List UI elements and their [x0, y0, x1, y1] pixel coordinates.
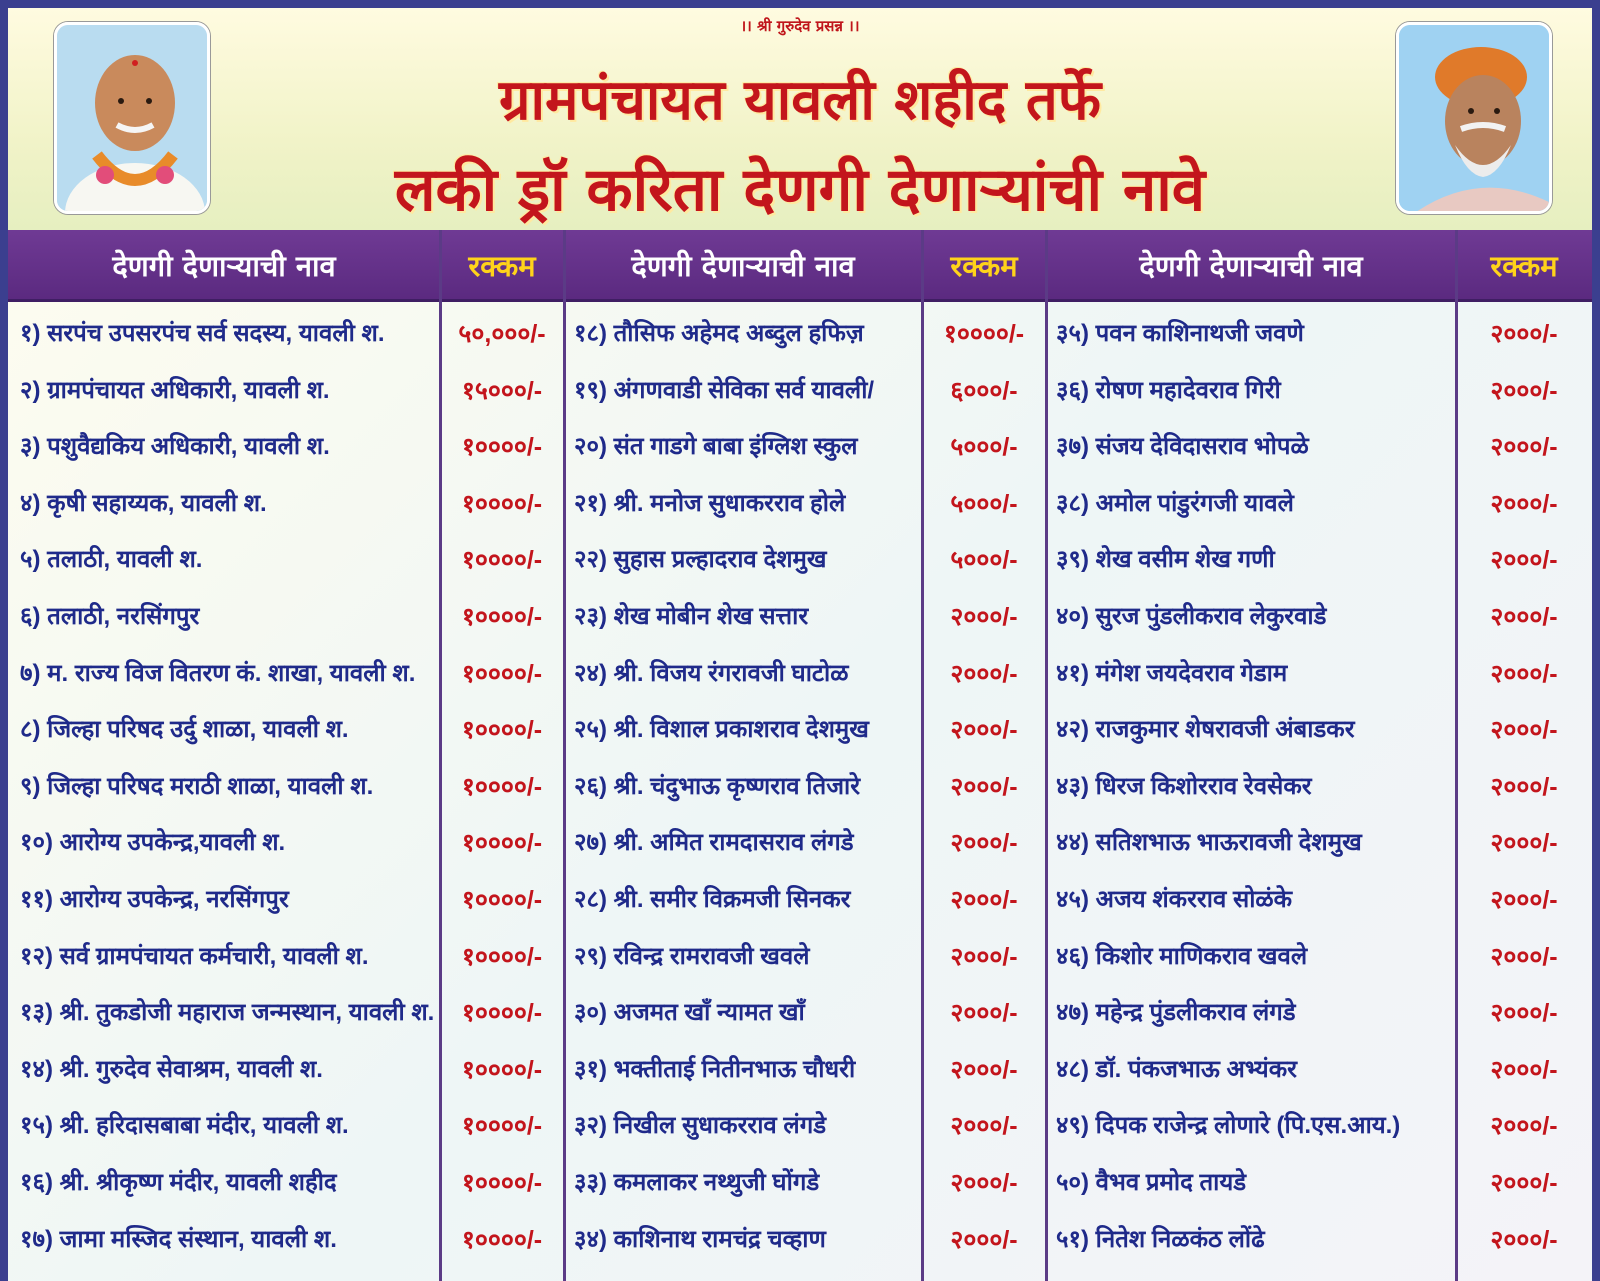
column-header-amount: रक्कम	[950, 249, 1018, 283]
donor-name: १२) सर्व ग्रामपंचायत कर्मचारी, यावली श.	[20, 942, 369, 970]
donation-amount: १००००/-	[461, 489, 543, 518]
donor-name: ४०) सुरज पुंडलीकराव लेकुरवाडे	[1056, 603, 1327, 630]
donation-amount: २०००/-	[950, 1169, 1018, 1197]
donor-name: ७) म. राज्य विज वितरण कं. शाखा, यावली श.	[20, 659, 416, 687]
donor-name: १३) श्री. तुकडोजी महाराज जन्मस्थान, यावली श.	[20, 999, 435, 1027]
donor-name: १०) आरोग्य उपकेन्द्र,यावली श.	[20, 829, 286, 857]
donor-name: १७) जामा मस्जिद संस्थान, यावली श.	[20, 1225, 337, 1253]
donor-name: १) सरपंच उपसरपंच सर्व सदस्य, यावली श.	[20, 320, 385, 347]
donation-amount: २०००/-	[950, 1112, 1018, 1141]
donor-name: २) ग्रामपंचायत अधिकारी, यावली श.	[20, 376, 330, 404]
title-line-1: ग्रामपंचायत यावली शहीद तर्फे	[498, 68, 1102, 133]
donor-name: १५) श्री. हरिदासबाबा मंदीर, यावली श.	[20, 1112, 349, 1140]
donor-name: ५०) वैभव प्रमोद तायडे	[1056, 1169, 1247, 1196]
donation-amount: २०००/-	[950, 1055, 1018, 1084]
donation-amount: ५०,०००/-	[458, 320, 546, 348]
donor-name: १६) श्री. श्रीकृष्ण मंदीर, यावली शहीद	[20, 1169, 337, 1196]
donor-name: ४९) दिपक राजेन्द्र लोणारे (पि.एस.आय.)	[1056, 1112, 1401, 1140]
donor-name: २६) श्री. चंदुभाऊ कृष्णराव तिजारे	[574, 772, 861, 800]
donation-amount: १००००/-	[461, 829, 543, 858]
donation-amount: २०००/-	[1490, 1225, 1558, 1254]
column-header-amount: रक्कम	[468, 249, 536, 283]
donation-amount: १००००/-	[461, 999, 543, 1028]
donation-amount: २०००/-	[950, 829, 1018, 858]
donation-amount: २०००/-	[1490, 489, 1558, 518]
donation-amount: १००००/-	[461, 1112, 543, 1141]
donor-name: ३१) भक्तीताई नितीनभाऊ चौधरी	[574, 1055, 856, 1083]
donation-amount: १००००/-	[461, 433, 543, 462]
donation-amount: १००००/-	[461, 1225, 543, 1254]
donor-name: ३७) संजय देविदासराव भोपळे	[1056, 433, 1309, 461]
donation-amount: २०००/-	[1490, 772, 1558, 801]
donor-name: ३५) पवन काशिनाथजी जवणे	[1056, 320, 1304, 347]
table-header	[8, 230, 1592, 302]
donor-name: २५) श्री. विशाल प्रकाशराव देशमुख	[574, 716, 869, 744]
donor-name: ३३) कमलाकर नथ्थुजी घोंगडे	[574, 1169, 820, 1196]
donation-amount: १००००/-	[461, 546, 543, 575]
donor-name: ४) कृषी सहाय्यक, यावली श.	[20, 489, 267, 517]
donor-name: ५१) नितेश निळकंठ लोंढे	[1056, 1225, 1265, 1253]
donor-name: २९) रविन्द्र रामरावजी खवले	[574, 942, 810, 970]
donation-amount: १००००/-	[943, 320, 1025, 348]
donor-name: ३२) निखील सुधाकरराव लंगडे	[574, 1112, 827, 1140]
column-header-amount: रक्कम	[1490, 249, 1558, 283]
donor-name: ३०) अजमत खाँ न्यामत खाँ	[574, 999, 805, 1027]
donor-name: ८) जिल्हा परिषद उर्दु शाळा, यावली श.	[20, 716, 349, 744]
donor-name: १९) अंगणवाडी सेविका सर्व यावली/	[574, 376, 875, 404]
donation-amount: २०००/-	[950, 659, 1018, 688]
donation-amount: २०००/-	[1490, 829, 1558, 858]
donation-amount: १००००/-	[461, 1169, 543, 1197]
donor-name: ३६) रोषण महादेवराव गिरी	[1056, 376, 1281, 404]
banner-header	[8, 8, 1592, 230]
donor-name: ३) पशुवैद्यकिय अधिकारी, यावली श.	[20, 433, 330, 461]
column-header-name: देणगी देणाऱ्याची नाव	[1139, 249, 1363, 283]
donor-name: ४५) अजय शंकरराव सोळंके	[1056, 886, 1293, 913]
title-line-2: लकी ड्रॉ करिता देणगी देणाऱ्यांची नावे	[394, 155, 1206, 225]
donor-name: ९) जिल्हा परिषद मराठी शाळा, यावली श.	[20, 772, 374, 800]
donor-name: २३) शेख मोबीन शेख सत्तार	[574, 603, 809, 630]
donor-name: ४४) सतिशभाऊ भाऊरावजी देशमुख	[1056, 829, 1362, 857]
donation-amount: ५०००/-	[950, 546, 1018, 575]
donation-amount: २०००/-	[950, 942, 1018, 971]
donation-amount: २०००/-	[1490, 546, 1558, 575]
donation-amount: २०००/-	[950, 716, 1018, 745]
donation-amount: १००००/-	[461, 772, 543, 801]
donation-amount: २०००/-	[1490, 1055, 1558, 1084]
donation-amount: २०००/-	[1490, 716, 1558, 745]
donation-amount: २०००/-	[1490, 942, 1558, 971]
donor-name: ५) तलाठी, यावली श.	[20, 546, 203, 574]
invocation-text: ।। श्री गुरुदेव प्रसन्न ।।	[740, 17, 860, 35]
donation-amount: २०००/-	[950, 603, 1018, 631]
donor-name: ४७) महेन्द्र पुंडलीकराव लंगडे	[1056, 999, 1296, 1027]
donation-amount: १००००/-	[461, 1055, 543, 1084]
donor-name: ६) तलाठी, नरसिंगपुर	[20, 603, 200, 630]
donation-amount: २०००/-	[950, 1225, 1018, 1254]
donor-name: ४२) राजकुमार शेषरावजी अंबाडकर	[1056, 716, 1355, 744]
donor-name: १८) तौसिफ अहेमद अब्दुल हफिज़	[574, 320, 864, 347]
donor-name: ४१) मंगेश जयदेवराव गेडाम	[1056, 659, 1288, 687]
donation-amount: ५०००/-	[950, 489, 1018, 518]
donor-name: ३८) अमोल पांडुरंगजी यावले	[1056, 489, 1294, 517]
donor-name: २४) श्री. विजय रंगरावजी घाटोळ	[574, 659, 849, 687]
elder-portrait-icon	[1396, 22, 1552, 214]
donor-name: २७) श्री. अमित रामदासराव लंगडे	[574, 829, 854, 857]
donation-amount: २०००/-	[950, 886, 1018, 914]
donation-amount: २०००/-	[1490, 603, 1558, 631]
column-header-name: देणगी देणाऱ्याची नाव	[112, 249, 336, 283]
donor-name: ४८) डॉ. पंकजभाऊ अभ्यंकर	[1056, 1055, 1297, 1083]
donor-name: ११) आरोग्य उपकेन्द्र, नरसिंगपुर	[20, 886, 289, 913]
donation-amount: २०००/-	[1490, 1112, 1558, 1141]
donation-amount: १००००/-	[461, 942, 543, 971]
donation-amount: १००००/-	[461, 659, 543, 688]
column-header-name: देणगी देणाऱ्याची नाव	[631, 249, 855, 283]
donation-amount: १००००/-	[461, 603, 543, 631]
donor-name: १४) श्री. गुरुदेव सेवाश्रम, यावली श.	[20, 1055, 323, 1083]
donation-amount: २०००/-	[1490, 433, 1558, 462]
donation-amount: २०००/-	[950, 772, 1018, 801]
donation-amount: १५०००/-	[461, 376, 543, 405]
donation-amount: ५०००/-	[950, 433, 1018, 462]
donor-name: ४६) किशोर माणिकराव खवले	[1056, 942, 1308, 970]
donation-amount: २०००/-	[1490, 886, 1558, 914]
donation-amount: १००००/-	[461, 716, 543, 745]
donor-name: २२) सुहास प्रल्हादराव देशमुख	[574, 546, 827, 574]
donation-amount: २०००/-	[1490, 376, 1558, 405]
donor-name: २०) संत गाडगे बाबा इंग्लिश स्कुल	[574, 433, 858, 461]
donor-name: ३४) काशिनाथ रामचंद्र चव्हाण	[574, 1225, 826, 1253]
donation-amount: ६०००/-	[950, 376, 1018, 405]
donation-amount: २०००/-	[1490, 1169, 1558, 1197]
donation-amount: १००००/-	[461, 886, 543, 914]
donor-name: ४३) धिरज किशोरराव रेवसेकर	[1056, 772, 1312, 800]
donation-amount: २०००/-	[950, 999, 1018, 1028]
donor-name: २१) श्री. मनोज सुधाकरराव होले	[574, 489, 846, 517]
donor-name: ३९) शेख वसीम शेख गणी	[1056, 546, 1275, 574]
donation-amount: २०००/-	[1490, 659, 1558, 688]
donor-table	[8, 230, 1592, 1281]
donor-name: २८) श्री. समीर विक्रमजी सिनकर	[574, 886, 851, 913]
donation-amount: २०००/-	[1490, 320, 1558, 348]
donation-amount: २०००/-	[1490, 999, 1558, 1028]
